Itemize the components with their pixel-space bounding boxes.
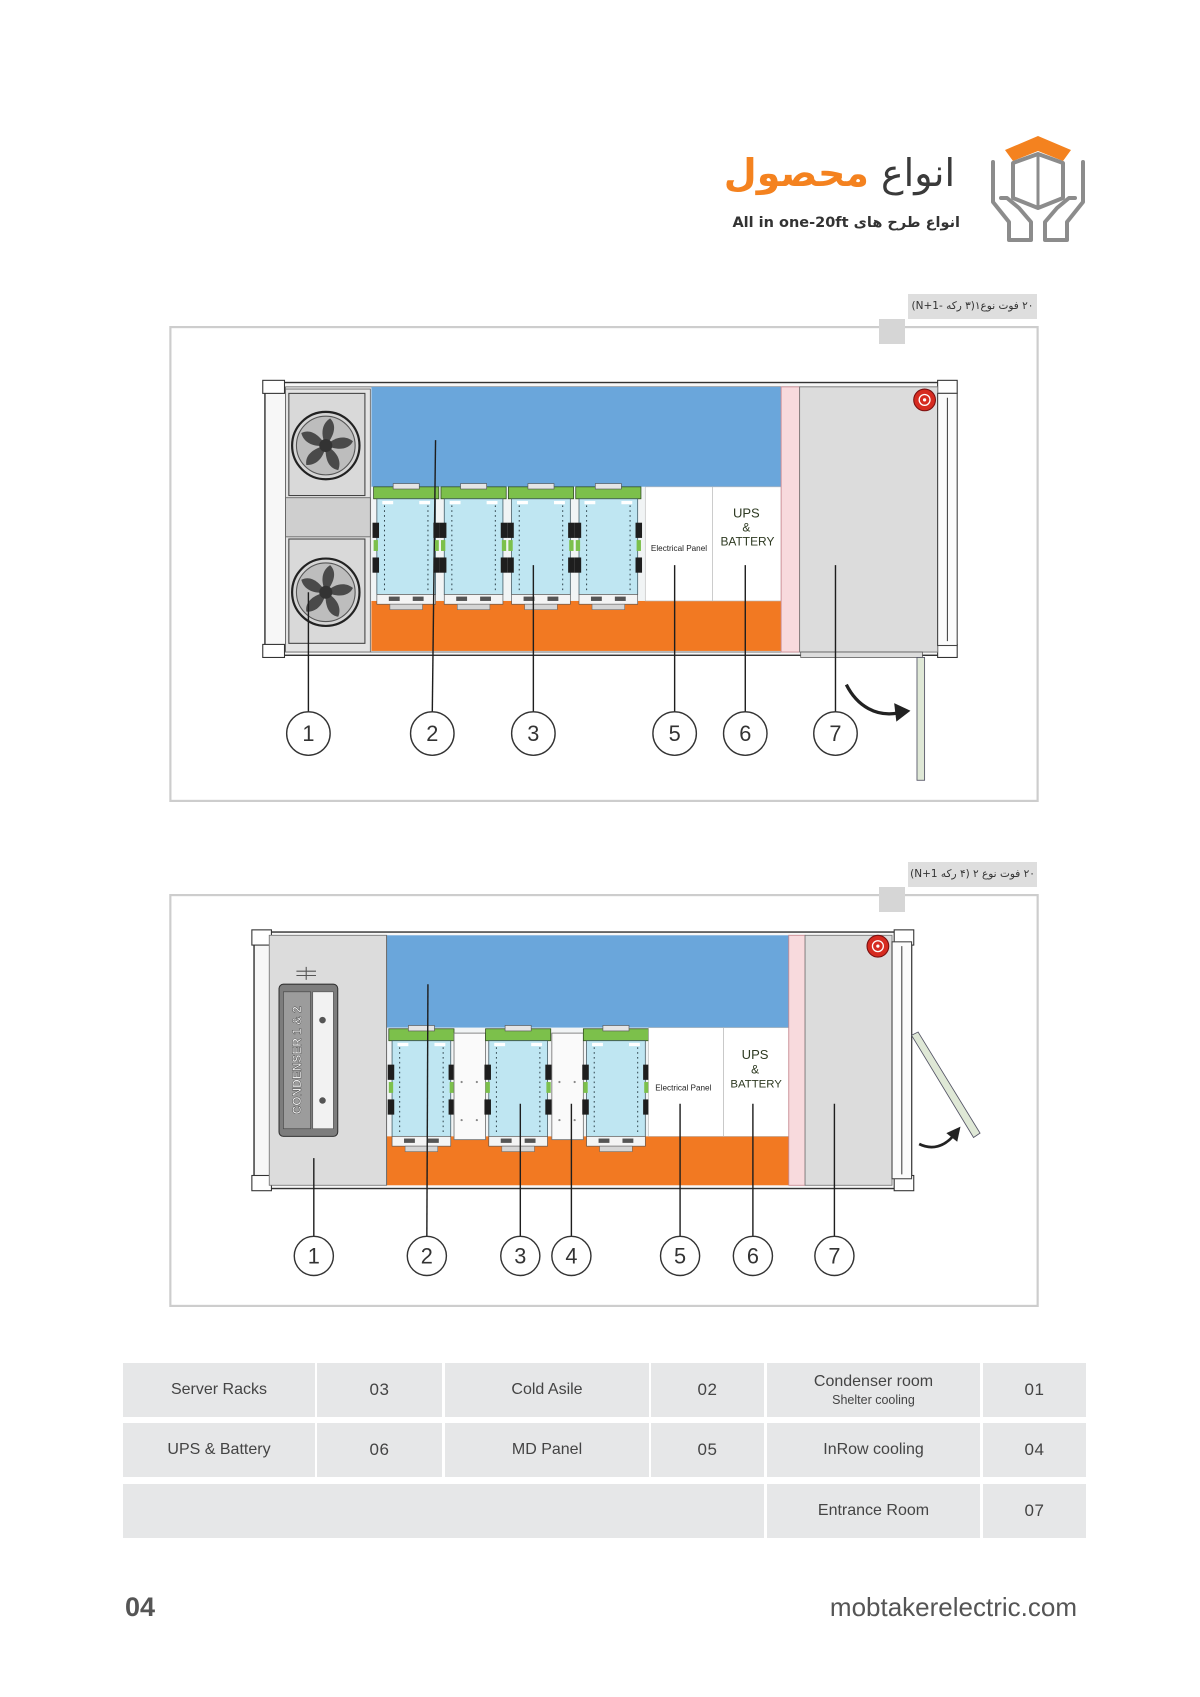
battery-label: BATTERY — [720, 534, 775, 549]
server-rack — [507, 484, 574, 610]
diagram2-tag: ۲۰ فوت نوع ۲ (۴ رکه N+1) — [908, 862, 1037, 887]
condenser-bolt — [319, 1097, 326, 1104]
product-box-hands-icon — [985, 128, 1091, 245]
callout-number: 5 — [674, 1243, 687, 1269]
ups-label: UPS — [732, 505, 760, 521]
corner-post — [938, 644, 958, 657]
legend-label: InRow cooling — [823, 1441, 924, 1458]
legend-label: UPS & Battery — [167, 1441, 271, 1458]
server-rack — [575, 484, 642, 610]
corner-post — [938, 380, 958, 393]
legend-number-cell — [983, 1363, 1086, 1417]
callout-number: 6 — [746, 1243, 759, 1269]
diagram2-layout-plan — [169, 894, 1039, 1308]
partition-wall — [781, 387, 799, 652]
callout-number: 7 — [829, 721, 842, 747]
legend-number-cell — [317, 1423, 442, 1477]
electrical-panel — [649, 1028, 724, 1137]
legend-label: Entrance Room — [817, 1502, 930, 1519]
callout-number: 1 — [307, 1243, 320, 1269]
condenser-separator — [286, 498, 371, 537]
legend-number: 02 — [697, 1380, 718, 1399]
legend-number-cell — [651, 1363, 764, 1417]
legend-number-cell — [983, 1423, 1086, 1477]
legend-number: 01 — [1024, 1380, 1045, 1399]
callout-number: 3 — [514, 1243, 527, 1269]
legend-label: Server Racks — [170, 1381, 268, 1398]
fire-alarm-icon — [914, 389, 936, 411]
diagram1-layout-plan — [169, 326, 1039, 803]
legend-label-cell — [123, 1363, 315, 1417]
legend-label-cell — [767, 1484, 980, 1538]
legend-number: 06 — [369, 1440, 390, 1459]
diagram1-tag-marker — [879, 319, 905, 344]
condenser-fan-icon — [292, 412, 359, 479]
legend-number: 03 — [369, 1380, 390, 1399]
inrow-cooling-unit — [552, 1033, 584, 1140]
callout-number: 7 — [828, 1243, 841, 1269]
callout-number: 1 — [302, 721, 315, 747]
condenser-label: CONDENSER 1 & 2 — [289, 1006, 304, 1115]
server-rack — [582, 1026, 649, 1152]
ups-label: UPS — [741, 1047, 769, 1063]
condenser-bolt — [319, 1017, 326, 1024]
legend-label-cell — [767, 1363, 980, 1417]
ups-ampersand: & — [751, 1062, 760, 1077]
corner-post — [252, 930, 272, 945]
legend-empty-cell — [123, 1484, 764, 1538]
page-subtitle: انواع طرح های All in one-20ft — [732, 215, 960, 231]
legend-label: Condenser room — [813, 1373, 934, 1390]
website-url: mobtakerelectric.com — [829, 1592, 1077, 1622]
legend-label-cell — [445, 1423, 649, 1477]
cold-aisle — [371, 387, 781, 487]
page-number: 04 — [125, 1592, 156, 1622]
callout-number: 5 — [668, 721, 681, 747]
diagram2-tag-marker — [879, 887, 905, 912]
inrow-cooling-unit — [454, 1033, 486, 1140]
title-part-1: انواع — [881, 151, 955, 195]
battery-label: BATTERY — [730, 1078, 782, 1091]
legend-number: 04 — [1024, 1440, 1045, 1459]
legend-label-cell — [123, 1423, 315, 1477]
legend-number: 05 — [697, 1440, 718, 1459]
entrance-room — [800, 387, 938, 652]
legend-label-cell — [445, 1363, 649, 1417]
fire-alarm-icon — [867, 935, 889, 957]
electrical-panel-label: Electrical Panel — [655, 1083, 712, 1093]
legend-number-cell — [651, 1423, 764, 1477]
entrance-room — [805, 935, 892, 1185]
condenser-side-panel — [313, 992, 334, 1129]
condenser-room — [286, 389, 371, 652]
cold-aisle — [387, 935, 789, 1027]
ups-ampersand: & — [742, 520, 751, 535]
legend-label: Cold Asile — [511, 1381, 583, 1398]
condenser-unit-icon — [279, 967, 338, 1137]
server-rack — [484, 1026, 551, 1152]
corner-post — [263, 380, 285, 393]
callout-number: 2 — [420, 1243, 433, 1269]
server-rack — [388, 1026, 455, 1152]
legend-number-cell — [317, 1363, 442, 1417]
partition-wall — [789, 935, 805, 1185]
corner-post — [252, 1175, 272, 1190]
callout-number: 4 — [565, 1243, 578, 1269]
condenser-fan-icon — [292, 559, 359, 626]
electrical-panel-label: Electrical Panel — [650, 543, 708, 553]
legend-label: MD Panel — [511, 1441, 583, 1458]
callout-number: 2 — [426, 721, 439, 747]
door-threshold — [801, 652, 923, 657]
legend-label-cell — [767, 1423, 980, 1477]
callout-number: 3 — [527, 721, 540, 747]
legend-number-cell — [983, 1484, 1086, 1538]
diagram1-tag: ۲۰ فوت نوع۱(۳ رکه -N+1) — [908, 294, 1037, 319]
title-part-2: محصول — [723, 151, 869, 195]
entrance-door — [917, 657, 925, 780]
server-rack — [373, 484, 440, 610]
legend-sublabel: Shelter cooling — [832, 1393, 915, 1407]
corner-post — [263, 644, 285, 657]
server-rack — [440, 484, 507, 610]
page-title — [724, 148, 955, 198]
legend-number: 07 — [1024, 1501, 1045, 1520]
callout-number: 6 — [739, 721, 752, 747]
